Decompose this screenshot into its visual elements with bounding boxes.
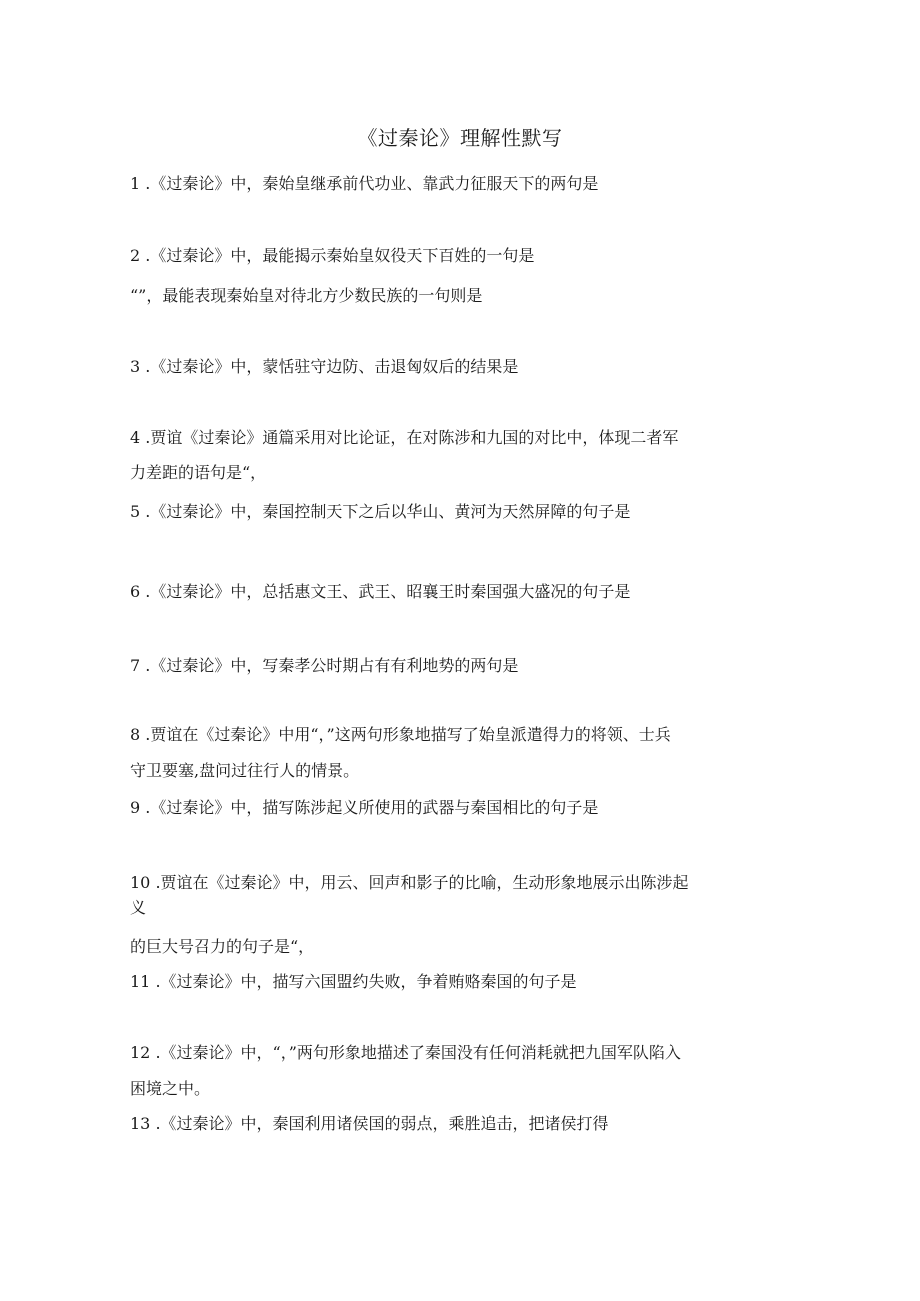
question-1: 1 .《过秦论》中，秦始皇继承前代功业、靠武力征服天下的两句是: [130, 174, 599, 193]
question-4: 4 .贾谊《过秦论》通篇采用对比论证，在对陈涉和九国的对比中，体现二者军: [130, 428, 679, 447]
question-12: 12 .《过秦论》中，“，”两句形象地描述了秦国没有任何消耗就把九国军队陷入: [130, 1043, 681, 1062]
question-12-continued: 困境之中。: [130, 1079, 211, 1098]
question-9: 9 .《过秦论》中，描写陈涉起义所使用的武器与秦国相比的句子是: [130, 798, 599, 817]
question-3: 3 .《过秦论》中，蒙恬驻守边防、击退匈奴后的结果是: [130, 357, 519, 376]
question-10: 10 .贾谊在《过秦论》中，用云、回声和影子的比喻，生动形象地展示出陈涉起: [130, 873, 689, 892]
question-8-continued: 守卫要塞,盘问过往行人的情景。: [130, 761, 360, 780]
question-2: 2 .《过秦论》中，最能揭示秦始皇奴役天下百姓的一句是: [130, 246, 535, 265]
question-7: 7 .《过秦论》中，写秦孝公时期占有有利地势的两句是: [130, 656, 519, 675]
question-10-continued: 的巨大号召力的句子是“，: [130, 937, 315, 956]
question-10-wrap: 义: [130, 898, 147, 917]
question-13: 13 .《过秦论》中，秦国利用诸侯国的弱点，乘胜追击，把诸侯打得: [130, 1114, 609, 1133]
question-2-continued: “”，最能表现秦始皇对待北方少数民族的一句则是: [130, 286, 483, 305]
question-4-continued: 力差距的语句是“，: [130, 463, 267, 482]
document-title: 《过秦论》理解性默写: [357, 126, 563, 150]
question-6: 6 .《过秦论》中，总括惠文王、武王、昭襄王时秦国强大盛况的句子是: [130, 582, 631, 601]
question-11: 11 .《过秦论》中，描写六国盟约失败，争着贿赂秦国的句子是: [130, 972, 577, 991]
question-8: 8 .贾谊在《过秦论》中用“，”这两句形象地描写了始皇派遣得力的将领、士兵: [130, 725, 671, 744]
question-5: 5 .《过秦论》中，秦国控制天下之后以华山、黄河为天然屏障的句子是: [130, 502, 631, 521]
